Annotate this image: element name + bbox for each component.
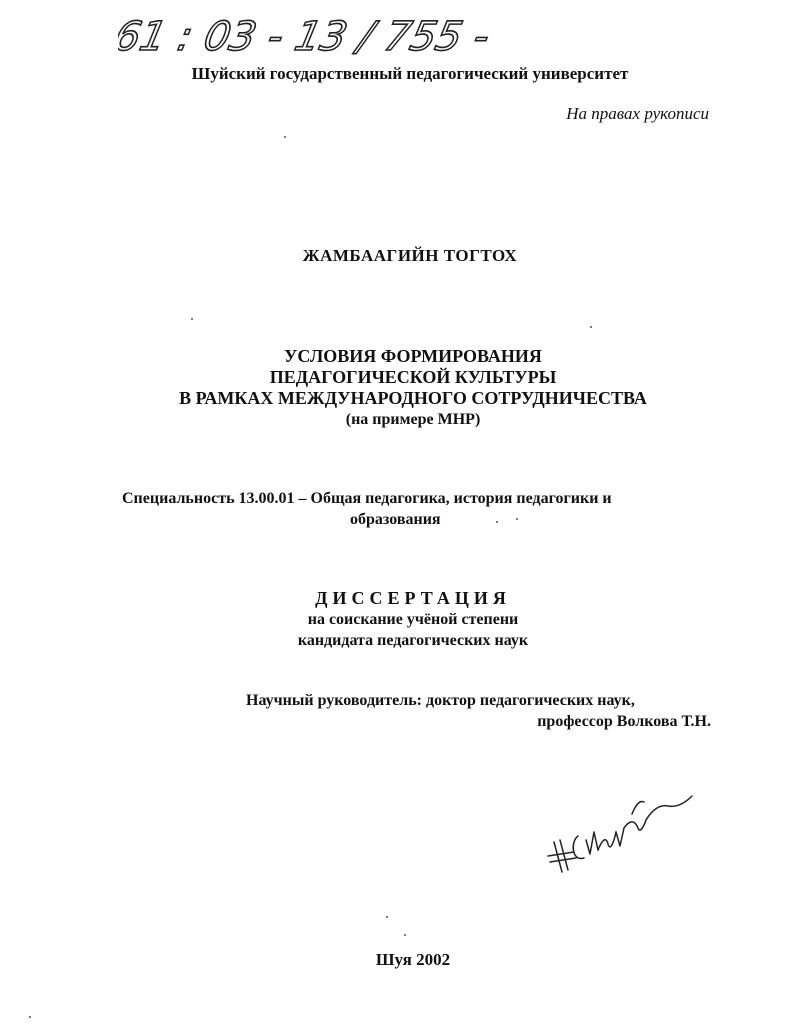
specialty-block	[122, 488, 722, 530]
scan-speck	[386, 916, 388, 918]
scan-speck	[496, 521, 498, 523]
handwritten-archive-code	[118, 4, 498, 66]
scan-speck	[191, 318, 193, 320]
scan-speck	[590, 326, 592, 328]
dissertation-line-1: на соискание учёной степени	[307, 611, 519, 628]
dissertation-heading: ДИССЕРТАЦИЯ	[315, 588, 511, 608]
dissertation-block	[0, 588, 799, 651]
title-subtitle: (на примере МНР)	[345, 411, 481, 428]
title-line-3: В РАМКАХ МЕЖДУНАРОДНОГО СОТРУДНИЧЕСТВА	[179, 388, 647, 408]
svg-text:61 : 03 - 13 / 755 - 3: 61 : 03 - 13 / 755 - 3	[118, 12, 498, 60]
specialty-line-1: Специальность 13.00.01 – Общая педагогика, история педагогики и	[122, 490, 612, 507]
manuscript-note: На правах рукописи	[566, 104, 709, 123]
scan-speck	[29, 1016, 31, 1018]
specialty-line-2: образования	[350, 511, 441, 528]
supervisor-line-2: профессор Волкова Т.Н.	[537, 713, 711, 730]
author-name: ЖАМБААГИЙН ТОГТОХ	[302, 246, 518, 265]
supervisor-block	[246, 690, 726, 732]
dissertation-title	[0, 346, 799, 430]
scan-speck	[284, 136, 286, 138]
title-line-2: ПЕДАГОГИЧЕСКОЙ КУЛЬТУРЫ	[269, 367, 557, 387]
title-line-1: УСЛОВИЯ ФОРМИРОВАНИЯ	[284, 346, 542, 366]
city-and-year: Шуя 2002	[375, 950, 451, 969]
dissertation-line-2: кандидата педагогических наук	[297, 632, 529, 649]
handwritten-signature	[540, 770, 700, 880]
university-name: Шуйский государственный педагогический университет	[191, 64, 629, 83]
scan-speck	[404, 934, 406, 936]
supervisor-line-1: Научный руководитель: доктор педагогических наук,	[246, 692, 635, 709]
scan-speck	[516, 518, 518, 520]
